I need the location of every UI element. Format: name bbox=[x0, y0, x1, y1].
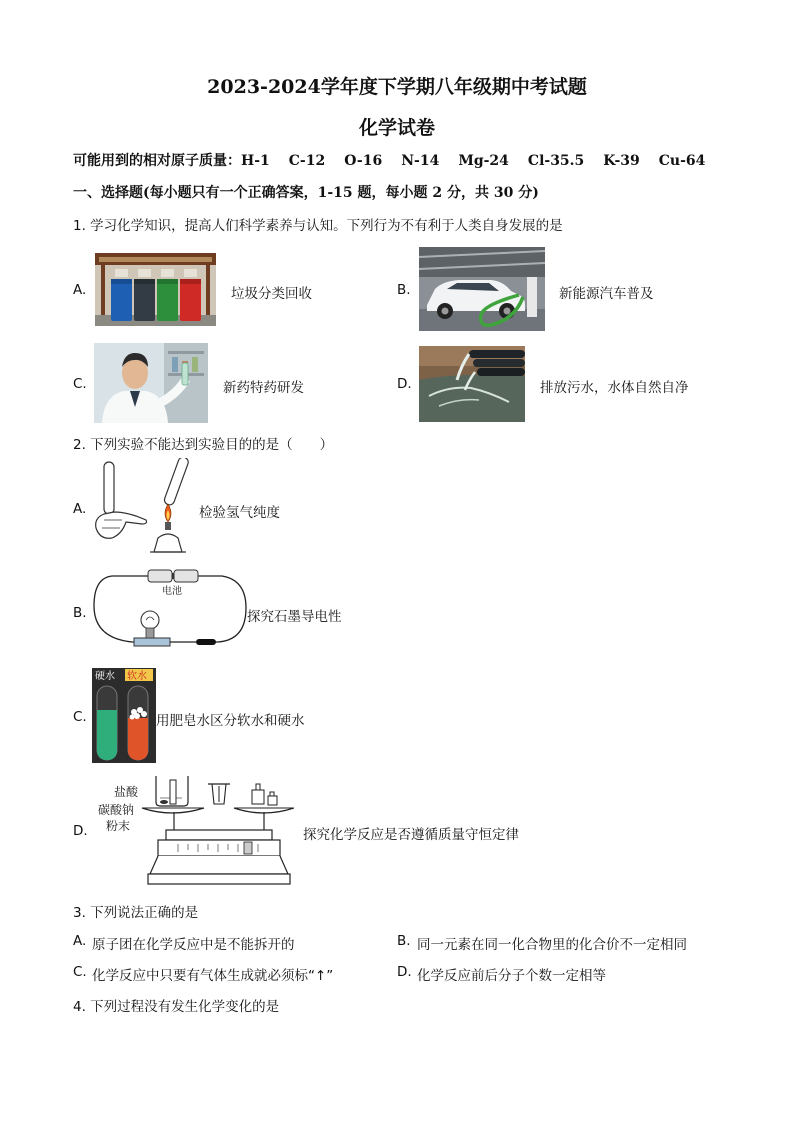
q2-option-c-letter: C. bbox=[73, 709, 87, 725]
mass-item: Mg-24 bbox=[458, 153, 509, 169]
hard-water-label: 硬水 bbox=[95, 671, 115, 682]
atomic-masses-line bbox=[73, 150, 723, 170]
q1-option-a-letter: A. bbox=[73, 282, 87, 298]
question-4-stem: 4. 下列过程没有发生化学变化的是 bbox=[73, 999, 280, 1015]
q3-option-c-text: 化学反应中只要有气体生成就必须标“↑” bbox=[92, 968, 334, 984]
sodium-carbonate-label: 碳酸钠 bbox=[98, 803, 135, 817]
mass-item: O-16 bbox=[344, 153, 383, 169]
mass-item: C-12 bbox=[288, 153, 326, 169]
q1-option-b-text: 新能源汽车普及 bbox=[559, 286, 654, 302]
hard-soft-water-tubes-figure bbox=[92, 668, 156, 763]
q1-option-c-letter: C. bbox=[73, 376, 87, 392]
q1-option-d-letter: D. bbox=[397, 376, 412, 392]
q2-option-d-text: 探究化学反应是否遵循质量守恒定律 bbox=[303, 827, 519, 843]
q2-option-d-letter: D. bbox=[73, 823, 88, 839]
q3-option-b-text: 同一元素在同一化合物里的化合价不一定相同 bbox=[417, 937, 687, 953]
q3-option-d-text: 化学反应前后分子个数一定相等 bbox=[417, 968, 606, 984]
battery-label: 电池 bbox=[162, 586, 182, 597]
q3-option-a-letter: A. bbox=[73, 933, 87, 949]
hydrogen-purity-test-figure bbox=[92, 458, 198, 556]
exam-subtitle: 化学试卷 bbox=[358, 117, 435, 139]
powder-label: 粉末 bbox=[106, 819, 131, 833]
mass-conservation-balance-figure bbox=[94, 772, 294, 888]
mass-item: Cu-64 bbox=[658, 153, 706, 169]
q1-option-c-text: 新药特药研发 bbox=[223, 380, 304, 396]
recycling-bins-photo bbox=[95, 253, 216, 326]
q1-option-b-letter: B. bbox=[397, 282, 411, 298]
q3-option-b-letter: B. bbox=[397, 933, 411, 949]
section-heading: 一、选择题(每小题只有一个正确答案，1-15 题，每小题 2 分，共 30 分) bbox=[73, 185, 539, 201]
q2-option-b-text: 探究石墨导电性 bbox=[247, 609, 342, 625]
mass-item: Cl-35.5 bbox=[527, 153, 585, 169]
q3-option-a-text: 原子团在化学反应中是不能拆开的 bbox=[92, 937, 295, 953]
soft-water-label: 软水 bbox=[127, 671, 147, 682]
exam-title: 2023-2024学年度下学期八年级期中考试题 bbox=[207, 76, 587, 98]
q1-option-a-text: 垃圾分类回收 bbox=[231, 286, 312, 302]
question-3-stem: 3. 下列说法正确的是 bbox=[73, 905, 199, 921]
q1-option-d-text: 排放污水，水体自然自净 bbox=[540, 380, 689, 396]
mass-item: H-1 bbox=[241, 153, 270, 169]
electric-car-photo bbox=[419, 247, 545, 331]
scientist-lab-photo bbox=[94, 343, 208, 423]
mass-item: K-39 bbox=[603, 153, 640, 169]
question-2-stem: 2. 下列实验不能达到实验目的的是（ ） bbox=[73, 437, 334, 453]
mass-item: N-14 bbox=[401, 153, 440, 169]
sewage-discharge-photo bbox=[419, 346, 525, 422]
q2-option-c-text: 用肥皂水区分软水和硬水 bbox=[156, 713, 305, 729]
q2-option-a-text: 检验氢气纯度 bbox=[199, 505, 280, 521]
hydrochloric-acid-label: 盐酸 bbox=[114, 785, 139, 799]
q2-option-b-letter: B. bbox=[73, 605, 87, 621]
q2-option-a-letter: A. bbox=[73, 501, 87, 517]
graphite-conductivity-circuit-figure bbox=[92, 566, 248, 658]
question-1-stem: 1. 学习化学知识，提高人们科学素养与认知。下列行为不有利于人类自身发展的是 bbox=[73, 218, 563, 234]
q3-option-c-letter: C. bbox=[73, 964, 87, 980]
atomic-masses-label: 可能用到的相对原子质量： bbox=[73, 153, 241, 169]
q3-option-d-letter: D. bbox=[397, 964, 412, 980]
